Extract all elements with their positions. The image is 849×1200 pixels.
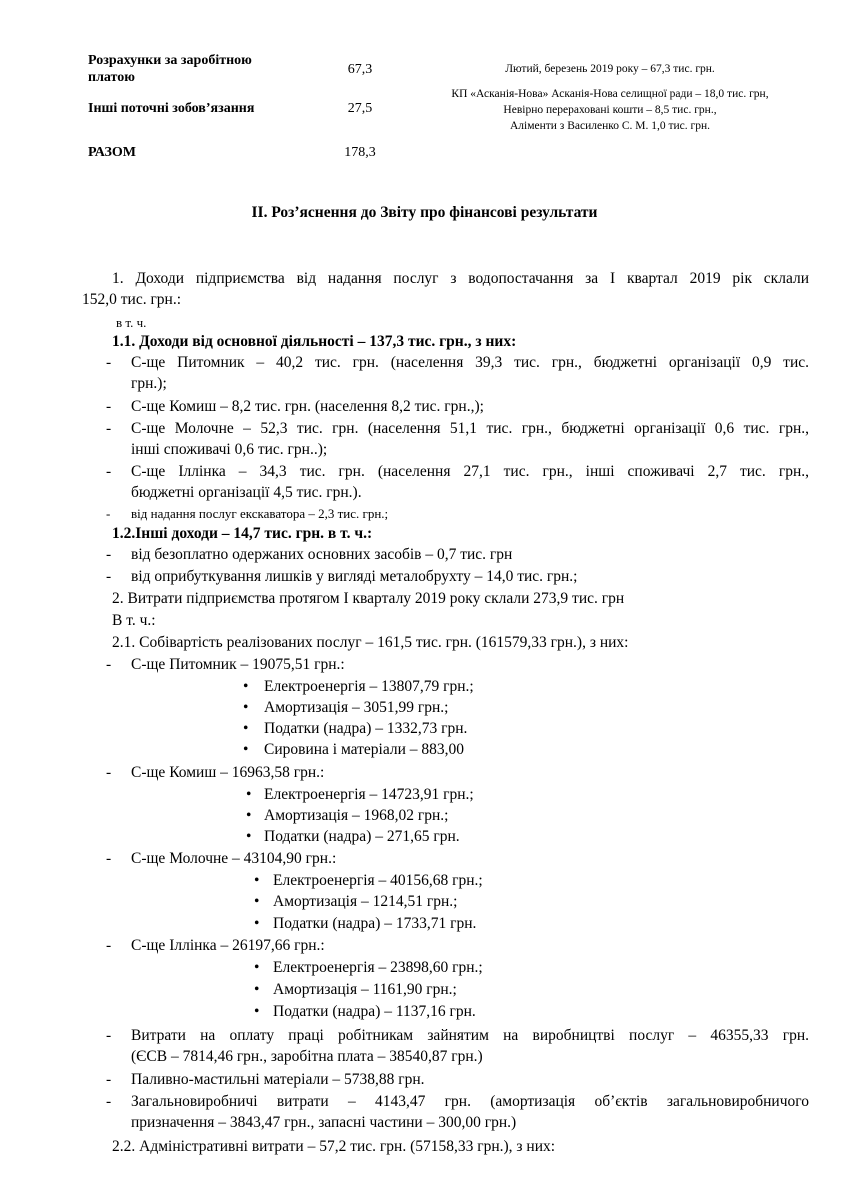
list-item-line: С-ще Молочне – 52,3 тис. грн. (населення 51,1 тис. грн., бюджетні організації 0,6 тис. грн., xyxy=(131,420,809,437)
bullet-marker: • xyxy=(243,720,249,737)
list-item-line: С-ще Комиш – 8,2 тис. грн. (населення 8,2 тис. грн.,); xyxy=(131,398,484,415)
cost-item: Амортизація – 1968,02 грн.; xyxy=(264,807,449,824)
row-note xyxy=(420,86,800,134)
cost-item: Електроенергія – 40156,68 грн.; xyxy=(273,872,483,889)
cost-item: Електроенергія – 23898,60 грн.; xyxy=(273,959,483,976)
bullet-marker: • xyxy=(254,893,260,910)
list-item-line: призначення – 3843,47 грн., запасні частини – 300,00 грн.) xyxy=(131,1114,517,1131)
dash-marker: - xyxy=(106,850,112,867)
row-value: 178,3 xyxy=(344,145,376,160)
cost-item: Податки (надра) – 271,65 грн. xyxy=(264,828,460,845)
dash-marker: - xyxy=(106,656,112,673)
paragraph-line: В т. ч.: xyxy=(112,612,156,629)
list-item-line: бюджетні організації 4,5 тис. грн.). xyxy=(131,484,362,501)
list-item-line: (ЄСВ – 7814,46 грн., заробітна плата – 38540,87 грн.) xyxy=(131,1048,483,1065)
subsection-title: 2.2. Адміністративні витрати – 57,2 тис. грн. (57158,33 грн.), з них: xyxy=(112,1138,556,1155)
bullet-marker: • xyxy=(254,915,260,932)
subsection-title: 1.2.Інші доходи – 14,7 тис. грн. в т. ч.: xyxy=(112,525,373,542)
note-line: Невірно перераховані кошти – 8,5 тис. грн., xyxy=(503,104,717,116)
paragraph-line: 2. Витрати підприємства протягом I кварталу 2019 року склали 273,9 тис. грн xyxy=(112,590,625,607)
note-line: КП «Асканія-Нова» Асканія-Нова селищної ради – 18,0 тис. грн, xyxy=(451,88,769,100)
cost-item: Податки (надра) – 1332,73 грн. xyxy=(264,720,468,737)
note-line: Аліменти з Василенко С. М. 1,0 тис. грн. xyxy=(509,120,711,132)
dash-marker: - xyxy=(106,568,112,585)
paragraph-line: в т. ч. xyxy=(116,315,147,330)
list-item-line: Паливно-мастильні матеріали – 5738,88 грн. xyxy=(131,1071,425,1088)
cost-item: Податки (надра) – 1137,16 грн. xyxy=(273,1003,476,1020)
dash-marker: - xyxy=(106,1027,112,1044)
dash-marker: - xyxy=(106,463,112,480)
subsection-title: 1.1. Доходи від основної діяльності – 137,3 тис. грн., з них: xyxy=(112,333,517,350)
list-item-line: від оприбуткування лишків у вигляді металобрухту – 14,0 тис. грн.; xyxy=(131,568,578,585)
row-value: 67,3 xyxy=(347,62,373,77)
bullet-marker: • xyxy=(254,981,260,998)
cost-item: Амортизація – 1214,51 грн.; xyxy=(273,893,458,910)
list-item-line: Загальновиробничі витрати – 4143,47 грн. (амортизація об’єктів загальновиробничого xyxy=(131,1093,809,1110)
list-item-line: С-ще Іллінка – 34,3 тис. грн. (населення 27,1 тис. грн., інші споживачі 2,7 тис. грн., xyxy=(131,463,809,480)
bullet-marker: • xyxy=(243,678,249,695)
note-line: Лютий, березень 2019 року – 67,3 тис. грн. xyxy=(505,63,715,75)
row-name: Інші поточні зобов’язання xyxy=(88,101,255,116)
bullet-marker: • xyxy=(254,959,260,976)
bullet-marker: • xyxy=(254,1003,260,1020)
bullet-marker: • xyxy=(246,828,252,845)
dash-marker: - xyxy=(106,764,112,781)
dash-marker: - xyxy=(106,546,112,563)
village-name: С-ще Питомник – 19075,51 грн.: xyxy=(131,656,345,673)
cost-item: Електроенергія – 13807,79 грн.; xyxy=(264,678,474,695)
bullet-marker: • xyxy=(254,872,260,889)
list-item-line: С-ще Питомник – 40,2 тис. грн. (населення 39,3 тис. грн., бюджетні організації 0,9 тис. xyxy=(131,354,809,371)
list-item-line: грн.); xyxy=(131,375,167,392)
row-note xyxy=(420,61,800,77)
dash-marker: - xyxy=(106,398,112,415)
list-item-line: інші споживачі 0,6 тис. грн..); xyxy=(131,441,328,458)
dash-marker: - xyxy=(106,1093,112,1110)
bullet-marker: • xyxy=(246,786,252,803)
list-item-line: Витрати на оплату праці робітникам зайнятим на виробництві послуг – 46355,33 грн. xyxy=(131,1027,809,1044)
dash-marker: - xyxy=(106,506,111,521)
row-name: РАЗОМ xyxy=(88,145,137,160)
subsection-title: 2.1. Собівартість реалізованих послуг – 161,5 тис. грн. (161579,33 грн.), з них: xyxy=(112,634,629,651)
paragraph-line: 1. Доходи підприємства від надання послуг з водопостачання за I квартал 2019 рік склали xyxy=(112,270,809,287)
village-name: С-ще Молочне – 43104,90 грн.: xyxy=(131,850,337,867)
section-heading: ІІ. Роз’яснення до Звіту про фінансові результати xyxy=(251,204,598,221)
dash-marker: - xyxy=(106,1071,112,1088)
bullet-marker: • xyxy=(246,807,252,824)
village-name: С-ще Іллінка – 26197,66 грн.: xyxy=(131,937,325,954)
village-name: С-ще Комиш – 16963,58 грн.: xyxy=(131,764,325,781)
paragraph-line: 152,0 тис. грн.: xyxy=(82,291,182,308)
cost-item: Амортизація – 1161,90 грн.; xyxy=(273,981,457,998)
dash-marker: - xyxy=(106,354,112,371)
row-value: 27,5 xyxy=(347,101,373,116)
list-item-line: від безоплатно одержаних основних засобів – 0,7 тис. грн xyxy=(131,546,513,563)
bullet-marker: • xyxy=(243,699,249,716)
cost-item: Електроенергія – 14723,91 грн.; xyxy=(264,786,474,803)
list-item-line: від надання послуг екскаватора – 2,3 тис. грн.; xyxy=(131,506,389,521)
dash-marker: - xyxy=(106,937,112,954)
bullet-marker: • xyxy=(243,741,249,758)
cost-item: Податки (надра) – 1733,71 грн. xyxy=(273,915,477,932)
dash-marker: - xyxy=(106,420,112,437)
cost-item: Амортизація – 3051,99 грн.; xyxy=(264,699,449,716)
cost-item: Сировина і матеріали – 883,00 xyxy=(264,741,465,758)
row-name: Розрахунки за заробітною платою xyxy=(88,53,252,85)
